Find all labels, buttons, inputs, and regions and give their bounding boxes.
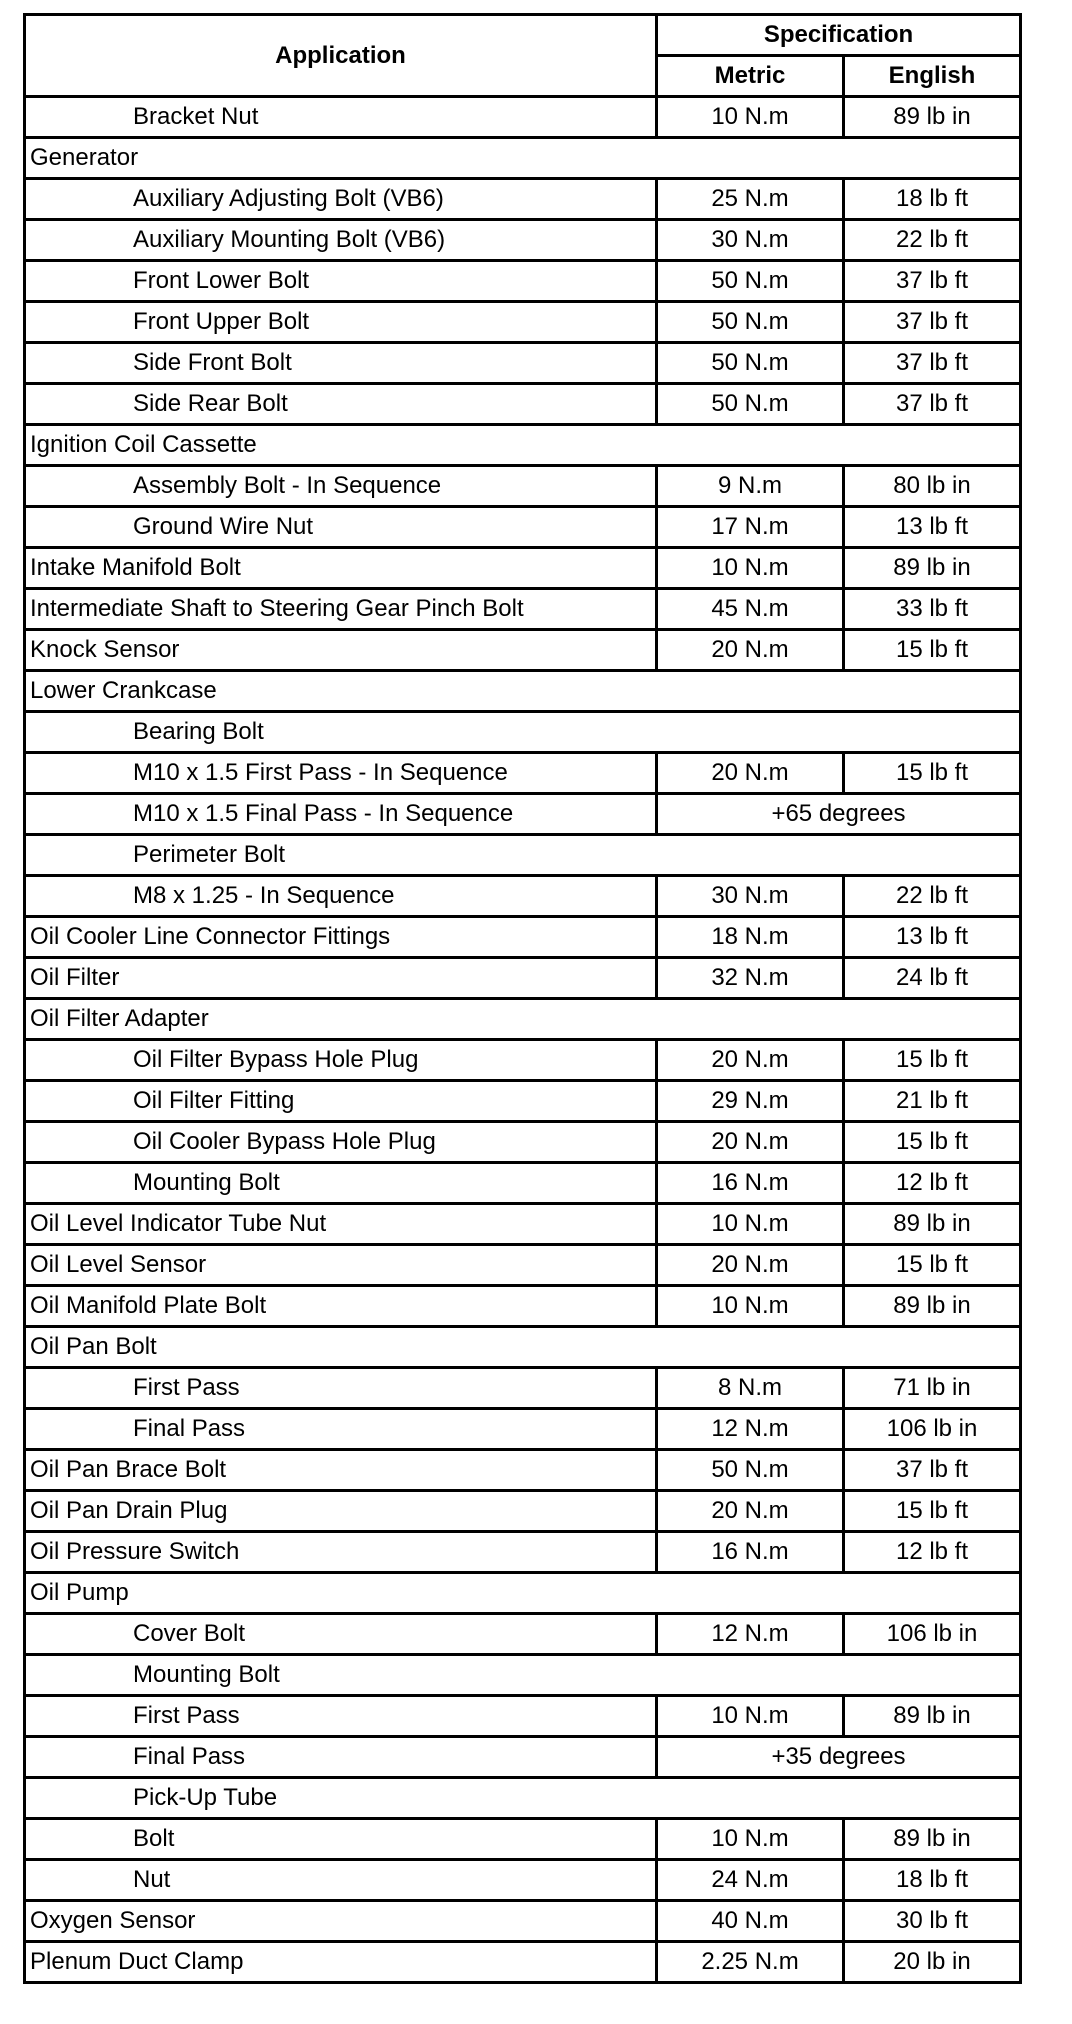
application-cell: Oil Filter Fitting xyxy=(25,1081,657,1122)
application-cell: Oil Filter Adapter xyxy=(25,999,1021,1040)
application-cell: Oil Pan Drain Plug xyxy=(25,1491,657,1532)
english-cell: 22 lb ft xyxy=(844,220,1021,261)
metric-cell: 10 N.m xyxy=(657,97,844,138)
metric-cell: 20 N.m xyxy=(657,1122,844,1163)
english-cell: 37 lb ft xyxy=(844,302,1021,343)
english-cell: 71 lb in xyxy=(844,1368,1021,1409)
metric-cell: 30 N.m xyxy=(657,876,844,917)
application-cell: Auxiliary Adjusting Bolt (VB6) xyxy=(25,179,657,220)
application-cell: Front Upper Bolt xyxy=(25,302,657,343)
table-row xyxy=(25,1040,1021,1081)
english-cell: 89 lb in xyxy=(844,1819,1021,1860)
application-cell: Mounting Bolt xyxy=(25,1655,1021,1696)
application-cell: Oil Pan Brace Bolt xyxy=(25,1450,657,1491)
application-cell: Assembly Bolt - In Sequence xyxy=(25,466,657,507)
english-cell: 37 lb ft xyxy=(844,343,1021,384)
metric-cell: 18 N.m xyxy=(657,917,844,958)
table-row xyxy=(25,220,1021,261)
application-cell: Oil Pan Bolt xyxy=(25,1327,1021,1368)
application-cell: First Pass xyxy=(25,1368,657,1409)
table-body xyxy=(25,97,1021,1983)
application-cell: Plenum Duct Clamp xyxy=(25,1942,657,1983)
application-cell: Ground Wire Nut xyxy=(25,507,657,548)
application-cell: Final Pass xyxy=(25,1409,657,1450)
english-cell: 89 lb in xyxy=(844,1286,1021,1327)
metric-cell: 20 N.m xyxy=(657,753,844,794)
table-row xyxy=(25,876,1021,917)
english-cell: 15 lb ft xyxy=(844,1491,1021,1532)
application-cell: Oxygen Sensor xyxy=(25,1901,657,1942)
table-row xyxy=(25,1696,1021,1737)
header-specification: Specification xyxy=(657,15,1021,56)
english-cell: 22 lb ft xyxy=(844,876,1021,917)
table-row xyxy=(25,466,1021,507)
torque-spec-table xyxy=(23,13,1022,1984)
english-cell: 106 lb in xyxy=(844,1614,1021,1655)
application-cell: Bracket Nut xyxy=(25,97,657,138)
english-cell: 15 lb ft xyxy=(844,630,1021,671)
metric-cell: 29 N.m xyxy=(657,1081,844,1122)
table-row xyxy=(25,507,1021,548)
table-row xyxy=(25,1942,1021,1983)
application-cell: Final Pass xyxy=(25,1737,657,1778)
application-cell: Oil Cooler Bypass Hole Plug xyxy=(25,1122,657,1163)
table-row xyxy=(25,261,1021,302)
metric-cell: 45 N.m xyxy=(657,589,844,630)
table-row xyxy=(25,1409,1021,1450)
table-row xyxy=(25,958,1021,999)
table-row xyxy=(25,1532,1021,1573)
metric-cell: 50 N.m xyxy=(657,384,844,425)
table-row xyxy=(25,1819,1021,1860)
application-cell: Bolt xyxy=(25,1819,657,1860)
metric-cell: 50 N.m xyxy=(657,261,844,302)
table-group-row xyxy=(25,712,1021,753)
table-row xyxy=(25,302,1021,343)
application-cell: Oil Filter Bypass Hole Plug xyxy=(25,1040,657,1081)
table-row xyxy=(25,384,1021,425)
english-cell: 37 lb ft xyxy=(844,261,1021,302)
table-row xyxy=(25,1286,1021,1327)
application-cell: Nut xyxy=(25,1860,657,1901)
metric-cell: 10 N.m xyxy=(657,1819,844,1860)
metric-cell: 2.25 N.m xyxy=(657,1942,844,1983)
application-cell: M10 x 1.5 Final Pass - In Sequence xyxy=(25,794,657,835)
application-cell: Oil Pressure Switch xyxy=(25,1532,657,1573)
metric-cell: 10 N.m xyxy=(657,1204,844,1245)
table-group-row xyxy=(25,1573,1021,1614)
english-cell: 80 lb in xyxy=(844,466,1021,507)
table-row xyxy=(25,794,1021,835)
english-cell: 89 lb in xyxy=(844,1204,1021,1245)
combined-spec-cell: +35 degrees xyxy=(657,1737,1021,1778)
english-cell: 12 lb ft xyxy=(844,1163,1021,1204)
metric-cell: 10 N.m xyxy=(657,1286,844,1327)
table-group-row xyxy=(25,999,1021,1040)
application-cell: Oil Level Indicator Tube Nut xyxy=(25,1204,657,1245)
english-cell: 12 lb ft xyxy=(844,1532,1021,1573)
header-row-top xyxy=(25,15,1021,56)
table-group-row xyxy=(25,1655,1021,1696)
english-cell: 89 lb in xyxy=(844,97,1021,138)
metric-cell: 16 N.m xyxy=(657,1163,844,1204)
application-cell: Intermediate Shaft to Steering Gear Pinch Bolt xyxy=(25,589,657,630)
metric-cell: 20 N.m xyxy=(657,1245,844,1286)
application-cell: Bearing Bolt xyxy=(25,712,1021,753)
metric-cell: 16 N.m xyxy=(657,1532,844,1573)
application-cell: Oil Manifold Plate Bolt xyxy=(25,1286,657,1327)
table-row xyxy=(25,548,1021,589)
english-cell: 24 lb ft xyxy=(844,958,1021,999)
english-cell: 30 lb ft xyxy=(844,1901,1021,1942)
english-cell: 13 lb ft xyxy=(844,507,1021,548)
table-group-row xyxy=(25,671,1021,712)
application-cell: Front Lower Bolt xyxy=(25,261,657,302)
application-cell: Intake Manifold Bolt xyxy=(25,548,657,589)
application-cell: Pick-Up Tube xyxy=(25,1778,1021,1819)
metric-cell: 9 N.m xyxy=(657,466,844,507)
application-cell: Mounting Bolt xyxy=(25,1163,657,1204)
table-row xyxy=(25,1491,1021,1532)
table-row xyxy=(25,917,1021,958)
english-cell: 20 lb in xyxy=(844,1942,1021,1983)
application-cell: Oil Pump xyxy=(25,1573,1021,1614)
metric-cell: 17 N.m xyxy=(657,507,844,548)
table-row xyxy=(25,1901,1021,1942)
table-group-row xyxy=(25,425,1021,466)
table-row xyxy=(25,1163,1021,1204)
metric-cell: 25 N.m xyxy=(657,179,844,220)
table-row xyxy=(25,753,1021,794)
table-row xyxy=(25,1204,1021,1245)
english-cell: 37 lb ft xyxy=(844,1450,1021,1491)
english-cell: 33 lb ft xyxy=(844,589,1021,630)
metric-cell: 20 N.m xyxy=(657,1040,844,1081)
header-application: Application xyxy=(25,15,657,97)
table-row xyxy=(25,589,1021,630)
metric-cell: 20 N.m xyxy=(657,630,844,671)
application-cell: Ignition Coil Cassette xyxy=(25,425,1021,466)
application-cell: Cover Bolt xyxy=(25,1614,657,1655)
table-row xyxy=(25,1122,1021,1163)
metric-cell: 10 N.m xyxy=(657,548,844,589)
metric-cell: 30 N.m xyxy=(657,220,844,261)
table-group-row xyxy=(25,1327,1021,1368)
application-cell: Side Front Bolt xyxy=(25,343,657,384)
metric-cell: 32 N.m xyxy=(657,958,844,999)
table-row xyxy=(25,1450,1021,1491)
table-row xyxy=(25,97,1021,138)
english-cell: 15 lb ft xyxy=(844,1245,1021,1286)
application-cell: Generator xyxy=(25,138,1021,179)
application-cell: Oil Filter xyxy=(25,958,657,999)
metric-cell: 50 N.m xyxy=(657,302,844,343)
application-cell: Auxiliary Mounting Bolt (VB6) xyxy=(25,220,657,261)
table-row xyxy=(25,343,1021,384)
table-row xyxy=(25,1245,1021,1286)
application-cell: Knock Sensor xyxy=(25,630,657,671)
combined-spec-cell: +65 degrees xyxy=(657,794,1021,835)
metric-cell: 24 N.m xyxy=(657,1860,844,1901)
english-cell: 18 lb ft xyxy=(844,1860,1021,1901)
english-cell: 37 lb ft xyxy=(844,384,1021,425)
english-cell: 13 lb ft xyxy=(844,917,1021,958)
application-cell: Oil Level Sensor xyxy=(25,1245,657,1286)
application-cell: M8 x 1.25 - In Sequence xyxy=(25,876,657,917)
application-cell: Lower Crankcase xyxy=(25,671,1021,712)
english-cell: 15 lb ft xyxy=(844,1040,1021,1081)
table-row xyxy=(25,1081,1021,1122)
header-english: English xyxy=(844,56,1021,97)
table-row xyxy=(25,1368,1021,1409)
header-metric: Metric xyxy=(657,56,844,97)
application-cell: Side Rear Bolt xyxy=(25,384,657,425)
application-cell: First Pass xyxy=(25,1696,657,1737)
table-row xyxy=(25,630,1021,671)
metric-cell: 20 N.m xyxy=(657,1491,844,1532)
metric-cell: 12 N.m xyxy=(657,1614,844,1655)
table-group-row xyxy=(25,835,1021,876)
metric-cell: 12 N.m xyxy=(657,1409,844,1450)
english-cell: 89 lb in xyxy=(844,548,1021,589)
english-cell: 15 lb ft xyxy=(844,1122,1021,1163)
table-group-row xyxy=(25,138,1021,179)
table-row xyxy=(25,1737,1021,1778)
table-group-row xyxy=(25,1778,1021,1819)
application-cell: Oil Cooler Line Connector Fittings xyxy=(25,917,657,958)
metric-cell: 40 N.m xyxy=(657,1901,844,1942)
table-row xyxy=(25,179,1021,220)
english-cell: 15 lb ft xyxy=(844,753,1021,794)
application-cell: M10 x 1.5 First Pass - In Sequence xyxy=(25,753,657,794)
table-header xyxy=(25,15,1021,97)
metric-cell: 10 N.m xyxy=(657,1696,844,1737)
metric-cell: 8 N.m xyxy=(657,1368,844,1409)
english-cell: 106 lb in xyxy=(844,1409,1021,1450)
english-cell: 89 lb in xyxy=(844,1696,1021,1737)
english-cell: 18 lb ft xyxy=(844,179,1021,220)
application-cell: Perimeter Bolt xyxy=(25,835,1021,876)
english-cell: 21 lb ft xyxy=(844,1081,1021,1122)
metric-cell: 50 N.m xyxy=(657,343,844,384)
metric-cell: 50 N.m xyxy=(657,1450,844,1491)
table-row xyxy=(25,1614,1021,1655)
table-row xyxy=(25,1860,1021,1901)
